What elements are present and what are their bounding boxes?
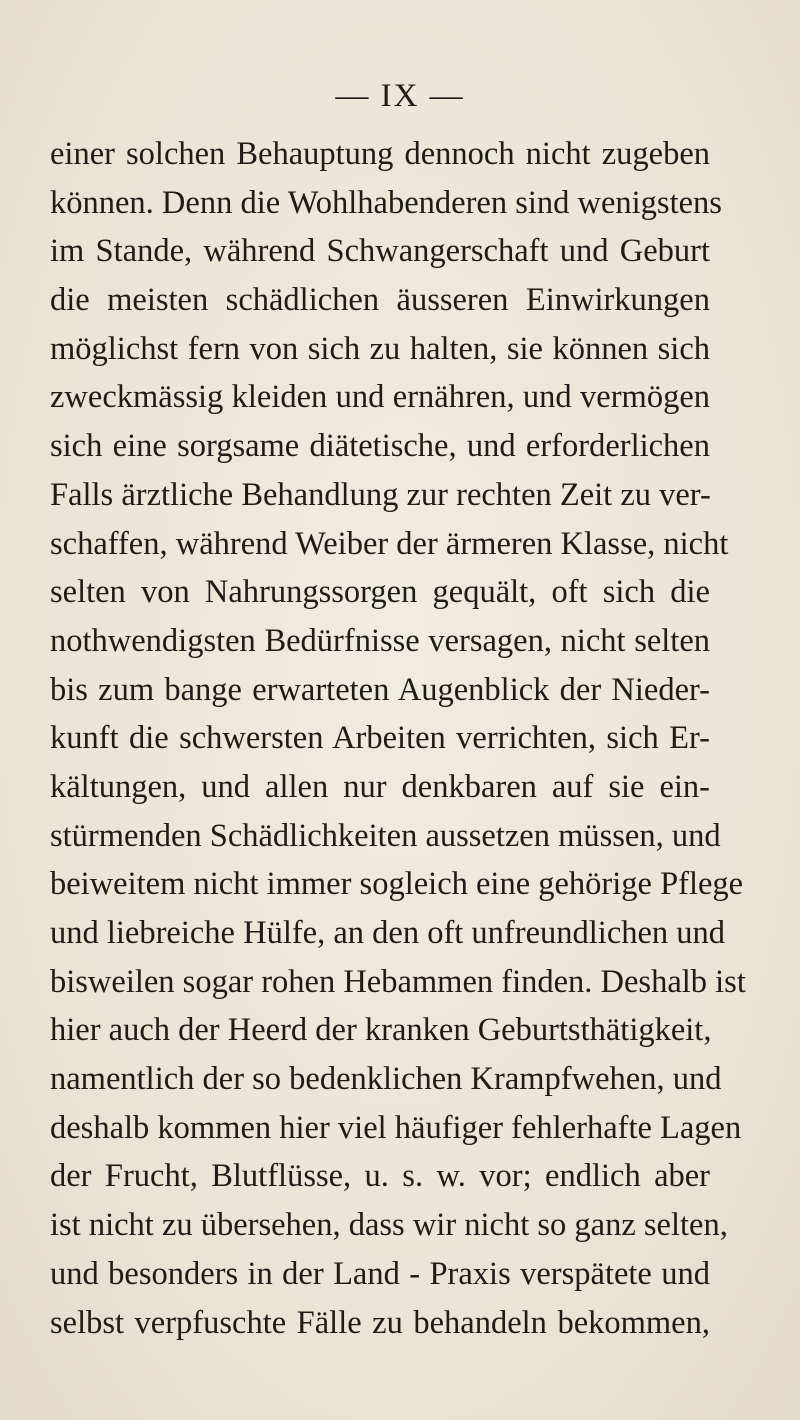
text-line-10: selten von Nahrungssorgen gequält, oft sich die (50, 574, 710, 611)
text-line-14: kältungen, und allen nur denkbaren auf sie ein- (50, 768, 710, 805)
text-line-12: bis zum bange erwarteten Augenblick der Nieder- (50, 671, 710, 708)
page-number: — IX — (335, 78, 465, 114)
text-line-6: zweckmässig kleiden und ernähren, und vermögen (50, 379, 710, 416)
text-line-4: die meisten schädlichen äusseren Einwirkungen (50, 282, 710, 319)
text-line-8: Falls ärztliche Behandlung zur rechten Zeit zu ver- (50, 476, 711, 513)
text-line-7: sich eine sorgsame diätetische, und erforderlichen (50, 428, 710, 465)
text-line-13: kunft die schwersten Arbeiten verrichten, sich Er- (50, 720, 710, 757)
text-line-2: können. Denn die Wohlhabenderen sind wenigstens (50, 184, 722, 221)
text-line-9: schaffen, während Weiber der ärmeren Klasse, nicht (50, 525, 729, 562)
text-line-5: möglichst fern von sich zu halten, sie können sich (50, 330, 710, 367)
text-line-21: deshalb kommen hier viel häufiger fehlerhafte Lagen (50, 1109, 742, 1146)
text-line-24: und besonders in der Land - Praxis verspätete und (50, 1255, 710, 1292)
text-line-18: bisweilen sogar rohen Hebammen finden. Deshalb ist (50, 963, 746, 1000)
text-line-23: ist nicht zu übersehen, dass wir nicht so ganz selten, (50, 1207, 728, 1244)
body-text (50, 130, 746, 1347)
text-line-3: im Stande, während Schwangerschaft und Geburt (50, 233, 710, 270)
text-line-16: beiweitem nicht immer sogleich eine gehörige Pflege (50, 866, 744, 903)
text-line-20: namentlich der so bedenklichen Krampfwehen, und (50, 1061, 722, 1098)
text-line-25: selbst verpfuschte Fälle zu behandeln bekommen, (50, 1304, 710, 1341)
text-line-11: nothwendigsten Bedürfnisse versagen, nicht selten (50, 622, 710, 659)
text-line-1: einer solchen Behauptung dennoch nicht zugeben (50, 136, 710, 172)
text-line-22: der Frucht, Blutflüsse, u. s. w. vor; endlich aber (50, 1158, 710, 1195)
text-line-19: hier auch der Heerd der kranken Geburtsthätigkeit, (50, 1012, 712, 1049)
text-line-15: stürmenden Schädlichkeiten aussetzen müssen, und (50, 817, 721, 854)
text-line-17: und liebreiche Hülfe, an den oft unfreundlichen und (50, 915, 726, 951)
